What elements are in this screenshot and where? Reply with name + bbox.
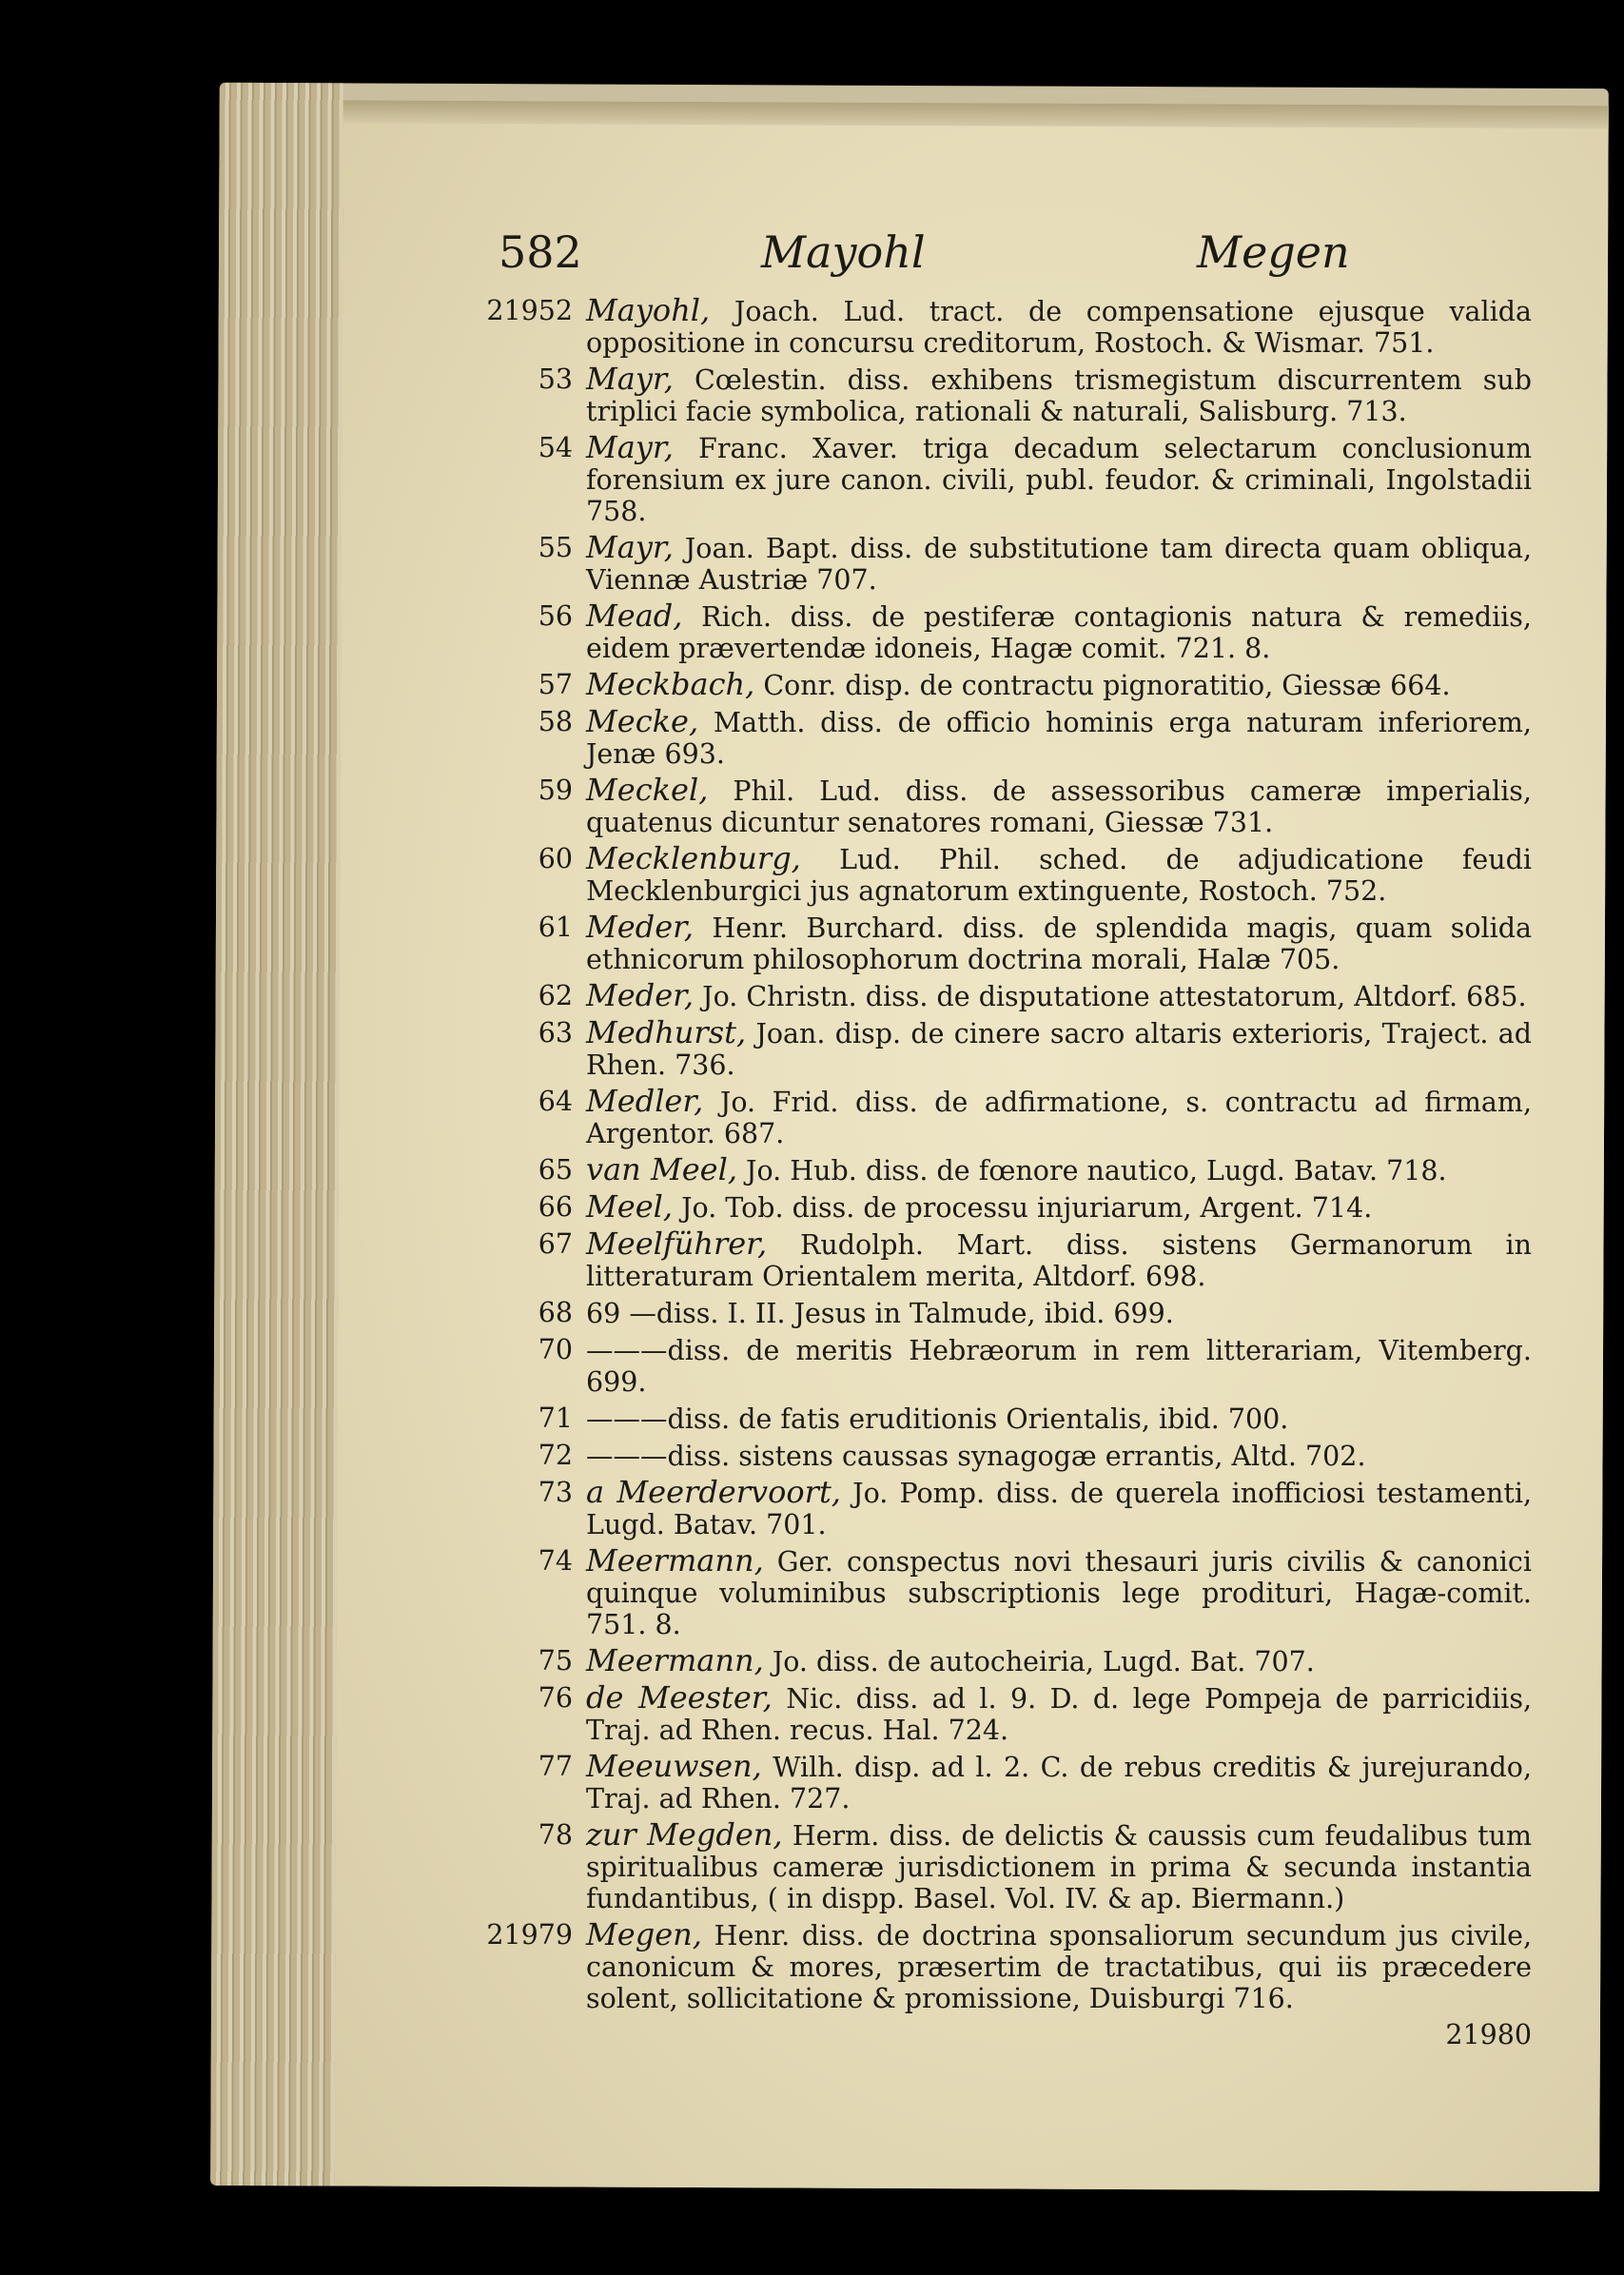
entry-body xyxy=(586,909,1532,975)
entry-body xyxy=(586,1816,1533,1914)
entry-number: 55 xyxy=(538,532,573,563)
entry-body xyxy=(586,840,1532,907)
entry-body xyxy=(586,1679,1533,1746)
entry-body xyxy=(586,1228,1532,1292)
entry-number: 78 xyxy=(538,1819,573,1851)
entry-text: Herm. diss. de delictis & caussis cum feudalibus tum spiritualibus cameræ jurisdictionem in prima & secunda instantia fundantibus, ( in dispp. Basel. Vol. IV. & ap. Biermann.) xyxy=(586,1820,1533,1914)
entry-number: 53 xyxy=(538,363,573,395)
entry-text: Jo. Frid. diss. de adfirmatione, s. contractu ad firmam, Argentor. 687. xyxy=(586,1087,1533,1149)
entry-number: 67 xyxy=(538,1228,573,1260)
entry-body xyxy=(586,1474,1533,1540)
entry-number: 59 xyxy=(538,775,573,806)
entry-text: Cœlestin. diss. exhibens trismegistum discurrentem sub triplici facie symbolica, rationali & naturali, Salisburg. 713. xyxy=(586,364,1532,427)
entry-number: 61 xyxy=(538,912,573,943)
list-item xyxy=(485,363,1532,427)
entry-text: ———diss. sistens caussas synagogæ errantis, Altd. 702. xyxy=(586,1441,1366,1472)
entry-author: zur Megden, xyxy=(586,1816,783,1853)
top-edge xyxy=(343,100,1609,128)
list-item xyxy=(485,1679,1533,1746)
entry-number: 65 xyxy=(538,1154,573,1186)
list-item xyxy=(485,1642,1532,1678)
entry-author: Meeuwsen, xyxy=(586,1748,762,1784)
entry-body xyxy=(586,1151,1532,1187)
entry-body xyxy=(586,1188,1532,1225)
entry-number: 60 xyxy=(538,843,573,874)
entry-body xyxy=(586,1297,1532,1329)
page-edges xyxy=(210,83,343,2187)
entry-author: Meel, xyxy=(586,1188,674,1225)
entry-number: 72 xyxy=(538,1440,573,1471)
entry-number: 73 xyxy=(538,1477,573,1508)
list-item xyxy=(485,666,1532,702)
entry-list xyxy=(485,292,1533,2050)
entry-author: Meckel, xyxy=(586,772,709,808)
entry-body xyxy=(586,292,1532,359)
page-content xyxy=(285,207,1533,2050)
entry-author: Meelführer, xyxy=(586,1226,768,1262)
entry-body xyxy=(586,600,1532,664)
entry-text: Henr. Burchard. diss. de splendida magis, quam solida ethnicorum philosophorum doctrina morali, Halæ 705. xyxy=(586,912,1532,975)
entry-text: Henr. diss. de doctrina sponsaliorum secundum jus civile, canonicum & mores, præsertim de tractatibus, qui iis præcedere solent, sollicitatione & promissione, Duisburgi 716. xyxy=(586,1920,1532,2014)
entry-author: Megen, xyxy=(586,1916,702,1952)
list-item xyxy=(485,1188,1532,1225)
entry-number: 57 xyxy=(538,669,573,700)
entry-body xyxy=(586,703,1532,770)
entry-text: Jo. diss. de autocheiria, Lugd. Bat. 707. xyxy=(772,1646,1315,1677)
entry-number: 77 xyxy=(538,1751,573,1782)
entry-text: ———diss. de meritis Hebræorum in rem litterariam, Vitemberg. 699. xyxy=(586,1335,1532,1398)
list-item xyxy=(485,1916,1532,2014)
entry-body xyxy=(586,1916,1532,2014)
entry-author: van Meel, xyxy=(586,1151,737,1187)
entry-number: 70 xyxy=(538,1334,573,1365)
list-item xyxy=(485,1816,1533,1914)
list-item xyxy=(485,429,1532,527)
list-item xyxy=(485,1014,1532,1081)
entry-number: 62 xyxy=(538,980,573,1011)
entry-body xyxy=(586,1083,1533,1149)
entry-author: Medhurst, xyxy=(586,1014,747,1050)
page-number: 582 xyxy=(499,226,582,278)
list-item xyxy=(485,529,1533,596)
entry-number: 74 xyxy=(538,1545,573,1577)
entry-body xyxy=(586,666,1532,702)
list-item xyxy=(485,840,1532,907)
entry-author: Mayr, xyxy=(586,429,674,465)
entry-text: Jo. Christn. diss. de disputatione attestatorum, Altdorf. 685. xyxy=(702,981,1527,1012)
entry-author: Mecklenburg, xyxy=(586,840,801,876)
page-header xyxy=(285,207,1532,293)
entry-number: 54 xyxy=(538,432,573,463)
entry-body xyxy=(586,1402,1532,1435)
entry-body xyxy=(586,1748,1532,1814)
entry-text: Lud. Phil. sched. de adjudicatione feudi Mecklenburgici jus agnatorum extinguente, Rostoch. 752. xyxy=(586,844,1532,907)
entry-author: Mayr, xyxy=(586,361,674,397)
list-item xyxy=(485,1748,1532,1814)
entry-text: 69 —diss. I. II. Jesus in Talmude, ibid. 699. xyxy=(586,1298,1174,1329)
entry-body xyxy=(586,977,1532,1013)
list-item xyxy=(485,909,1532,975)
entry-number: 64 xyxy=(538,1086,573,1117)
list-item xyxy=(485,1228,1532,1292)
entry-author: Mead, xyxy=(586,598,683,634)
entry-author: Meder, xyxy=(586,977,695,1013)
entry-author: Mayr, xyxy=(586,529,674,565)
entry-body xyxy=(586,1542,1532,1640)
entry-text: Joan. Bapt. diss. de substitutione tam directa quam obliqua, Viennæ Austriæ 707. xyxy=(586,533,1533,596)
entry-author: Medler, xyxy=(586,1083,704,1119)
entry-text: Phil. Lud. diss. de assessoribus cameræ imperialis, quatenus dicuntur senatores romani, Giessæ 731. xyxy=(586,775,1532,838)
entry-number: 71 xyxy=(538,1402,573,1434)
entry-author: Meckbach, xyxy=(586,666,755,702)
entry-number: 76 xyxy=(538,1682,573,1714)
entry-number: 58 xyxy=(538,706,573,737)
entry-text: Jo. Hub. diss. de fœnore nautico, Lugd. Batav. 718. xyxy=(746,1155,1447,1187)
list-item xyxy=(485,1151,1532,1187)
entry-author: de Meester, xyxy=(586,1679,773,1716)
entry-text: Rudolph. Mart. diss. sistens Germanorum in litteraturam Orientalem merita, Altdorf. 698. xyxy=(586,1229,1532,1292)
list-item xyxy=(485,703,1532,770)
entry-number: 56 xyxy=(538,600,573,632)
list-item xyxy=(485,1440,1532,1472)
entry-text: Nic. diss. ad l. 9. D. d. lege Pompeja de parricidiis, Traj. ad Rhen. recus. Hal. 724. xyxy=(586,1683,1533,1746)
list-item xyxy=(485,1474,1533,1540)
entry-text: Jo. Tob. diss. de processu injuriarum, Argent. 714. xyxy=(681,1192,1373,1224)
entry-text: Franc. Xaver. triga decadum selectarum conclusionum forensium ex jure canon. civili, publ. feudor. & criminali, Ingolstadii 758. xyxy=(586,433,1532,527)
entry-body xyxy=(586,1440,1532,1472)
entry-text: Joan. disp. de cinere sacro altaris exterioris, Traject. ad Rhen. 736. xyxy=(586,1018,1532,1081)
catchword: 21980 xyxy=(1445,2019,1532,2050)
entry-body xyxy=(586,529,1533,596)
entry-body xyxy=(586,363,1532,427)
entry-body xyxy=(586,1014,1532,1081)
entry-number: 66 xyxy=(538,1191,573,1223)
entry-author: Mecke, xyxy=(586,703,699,739)
entry-text: Rich. diss. de pestiferæ contagionis natura & remediis, eidem prævertendæ idoneis, Hagæ comit. 721. 8. xyxy=(586,601,1532,664)
running-head-left: Mayohl xyxy=(761,226,926,278)
entry-author: Meermann, xyxy=(586,1542,764,1579)
entry-text: ———diss. de fatis eruditionis Orientalis, ibid. 700. xyxy=(586,1403,1289,1435)
list-item xyxy=(485,600,1532,664)
entry-author: Meder, xyxy=(586,909,695,945)
entry-body xyxy=(586,772,1532,838)
entry-text: Conr. disp. de contractu pignoratitio, Giessæ 664. xyxy=(763,670,1451,701)
entry-text: Matth. diss. de officio hominis erga naturam inferiorem, Jenæ 693. xyxy=(586,707,1532,770)
list-item xyxy=(485,772,1532,838)
entry-body xyxy=(586,429,1532,527)
entry-author: a Meerdervoort, xyxy=(586,1474,841,1510)
list-item xyxy=(485,292,1532,359)
entry-text: Ger. conspectus novi thesauri juris civilis & canonici quinque voluminibus subscriptionis lege prodituri, Hagæ-comit. 751. 8. xyxy=(586,1546,1532,1640)
entry-text: Joach. Lud. tract. de compensatione ejusque valida oppositione in concursu creditorum, Rostoch. & Wismar. 751. xyxy=(586,296,1532,359)
entry-number: 21952 xyxy=(486,295,573,326)
entry-text: Jo. Pomp. diss. de querela inofficiosi testamenti, Lugd. Batav. 701. xyxy=(586,1478,1533,1540)
entry-number: 68 xyxy=(538,1297,573,1328)
entry-body xyxy=(586,1334,1532,1398)
list-item xyxy=(485,1542,1532,1640)
entry-number: 75 xyxy=(538,1645,573,1677)
entry-body xyxy=(586,1642,1532,1678)
entry-author: Mayohl, xyxy=(586,292,711,328)
running-head-right: Megen xyxy=(1197,226,1350,278)
list-item xyxy=(485,1297,1532,1329)
list-item xyxy=(485,977,1532,1013)
entry-number: 21979 xyxy=(486,1919,573,1951)
list-item xyxy=(485,1334,1532,1398)
list-item xyxy=(485,1083,1533,1149)
list-item xyxy=(485,1402,1532,1435)
entry-number: 63 xyxy=(538,1017,573,1049)
entry-author: Meermann, xyxy=(586,1642,764,1678)
entry-text: Wilh. disp. ad l. 2. C. de rebus creditis & jurejurando, Traj. ad Rhen. 727. xyxy=(586,1752,1532,1814)
